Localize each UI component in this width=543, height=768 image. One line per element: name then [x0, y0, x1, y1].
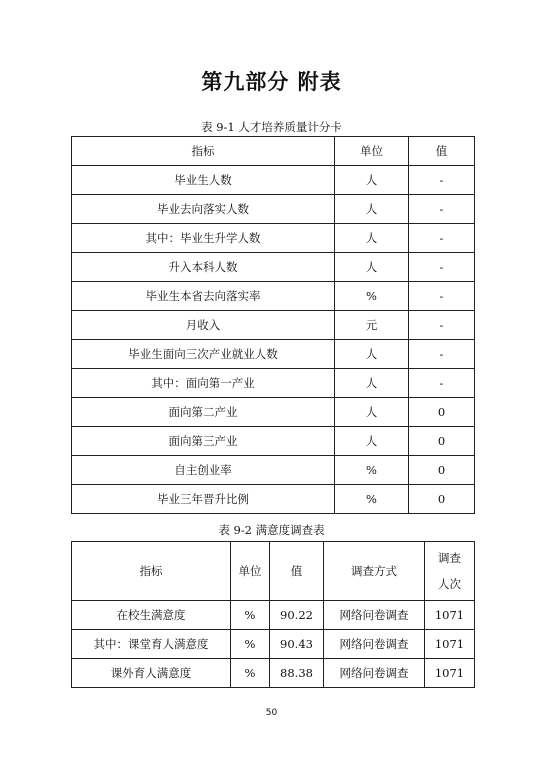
indicator-cell: 课外育人满意度: [72, 659, 231, 688]
value-cell: 0: [409, 456, 475, 485]
value-cell: 0: [409, 398, 475, 427]
table-row: [72, 369, 475, 398]
table-row: [72, 282, 475, 311]
indicator-cell: 面向第三产业: [72, 427, 335, 456]
unit-cell: %: [335, 485, 409, 514]
table-row: [72, 485, 475, 514]
table-header-row: [72, 542, 475, 601]
unit-cell: 人: [335, 224, 409, 253]
table-header-row: [72, 137, 475, 166]
indicator-cell: 月收入: [72, 311, 335, 340]
table-row: [72, 456, 475, 485]
page-number: 50: [265, 708, 278, 718]
value-cell: -: [409, 224, 475, 253]
value-cell: 88.38: [270, 659, 324, 688]
table-row: [72, 427, 475, 456]
talent-quality-scorecard-table: [71, 136, 475, 514]
value-cell: -: [409, 166, 475, 195]
table-row: [72, 601, 475, 630]
unit-cell: 人: [335, 166, 409, 195]
indicator-cell: 面向第二产业: [72, 398, 335, 427]
header-survey-count-line2: 人次: [438, 577, 461, 591]
value-cell: -: [409, 282, 475, 311]
unit-cell: %: [231, 630, 270, 659]
indicator-cell: 毕业生本省去向落实率: [72, 282, 335, 311]
value-cell: -: [409, 253, 475, 282]
indicator-cell: 毕业去向落实人数: [72, 195, 335, 224]
unit-cell: %: [231, 659, 270, 688]
value-cell: 90.22: [270, 601, 324, 630]
value-cell: 0: [409, 427, 475, 456]
count-cell: 1071: [425, 601, 475, 630]
header-unit: 单位: [335, 137, 409, 166]
unit-cell: %: [231, 601, 270, 630]
table-row: [72, 166, 475, 195]
header-unit: 单位: [231, 542, 270, 601]
satisfaction-survey-table: [71, 541, 475, 688]
unit-cell: %: [335, 282, 409, 311]
indicator-cell: 其中：面向第一产业: [72, 369, 335, 398]
value-cell: -: [409, 195, 475, 224]
table2-caption: 表 9-2 满意度调查表: [218, 523, 325, 537]
unit-cell: 人: [335, 369, 409, 398]
indicator-cell: 在校生满意度: [72, 601, 231, 630]
value-cell: -: [409, 311, 475, 340]
header-value: 值: [409, 137, 475, 166]
unit-cell: 人: [335, 253, 409, 282]
unit-cell: 人: [335, 427, 409, 456]
indicator-cell: 其中：毕业生升学人数: [72, 224, 335, 253]
value-cell: 0: [409, 485, 475, 514]
method-cell: 网络问卷调查: [324, 659, 425, 688]
header-survey-count: [425, 542, 475, 601]
table-row: [72, 224, 475, 253]
table1-caption: 表 9-1 人才培养质量计分卡: [201, 120, 342, 134]
indicator-cell: 升入本科人数: [72, 253, 335, 282]
header-survey-count-line1: 调查: [438, 551, 461, 565]
table-row: [72, 340, 475, 369]
page-title: 第九部分 附表: [201, 70, 342, 94]
unit-cell: %: [335, 456, 409, 485]
table-row: [72, 195, 475, 224]
table-row: [72, 253, 475, 282]
indicator-cell: 毕业生人数: [72, 166, 335, 195]
indicator-cell: 毕业生面向三次产业就业人数: [72, 340, 335, 369]
header-value: 值: [270, 542, 324, 601]
method-cell: 网络问卷调查: [324, 630, 425, 659]
count-cell: 1071: [425, 659, 475, 688]
header-indicator: 指标: [72, 542, 231, 601]
count-cell: 1071: [425, 630, 475, 659]
unit-cell: 人: [335, 195, 409, 224]
value-cell: -: [409, 369, 475, 398]
unit-cell: 元: [335, 311, 409, 340]
table-row: [72, 659, 475, 688]
unit-cell: 人: [335, 398, 409, 427]
indicator-cell: 毕业三年晋升比例: [72, 485, 335, 514]
indicator-cell: 其中：课堂育人满意度: [72, 630, 231, 659]
table-row: [72, 398, 475, 427]
header-survey-method: 调查方式: [324, 542, 425, 601]
indicator-cell: 自主创业率: [72, 456, 335, 485]
header-indicator: 指标: [72, 137, 335, 166]
method-cell: 网络问卷调查: [324, 601, 425, 630]
value-cell: -: [409, 340, 475, 369]
table-row: [72, 630, 475, 659]
value-cell: 90.43: [270, 630, 324, 659]
table-row: [72, 311, 475, 340]
unit-cell: 人: [335, 340, 409, 369]
